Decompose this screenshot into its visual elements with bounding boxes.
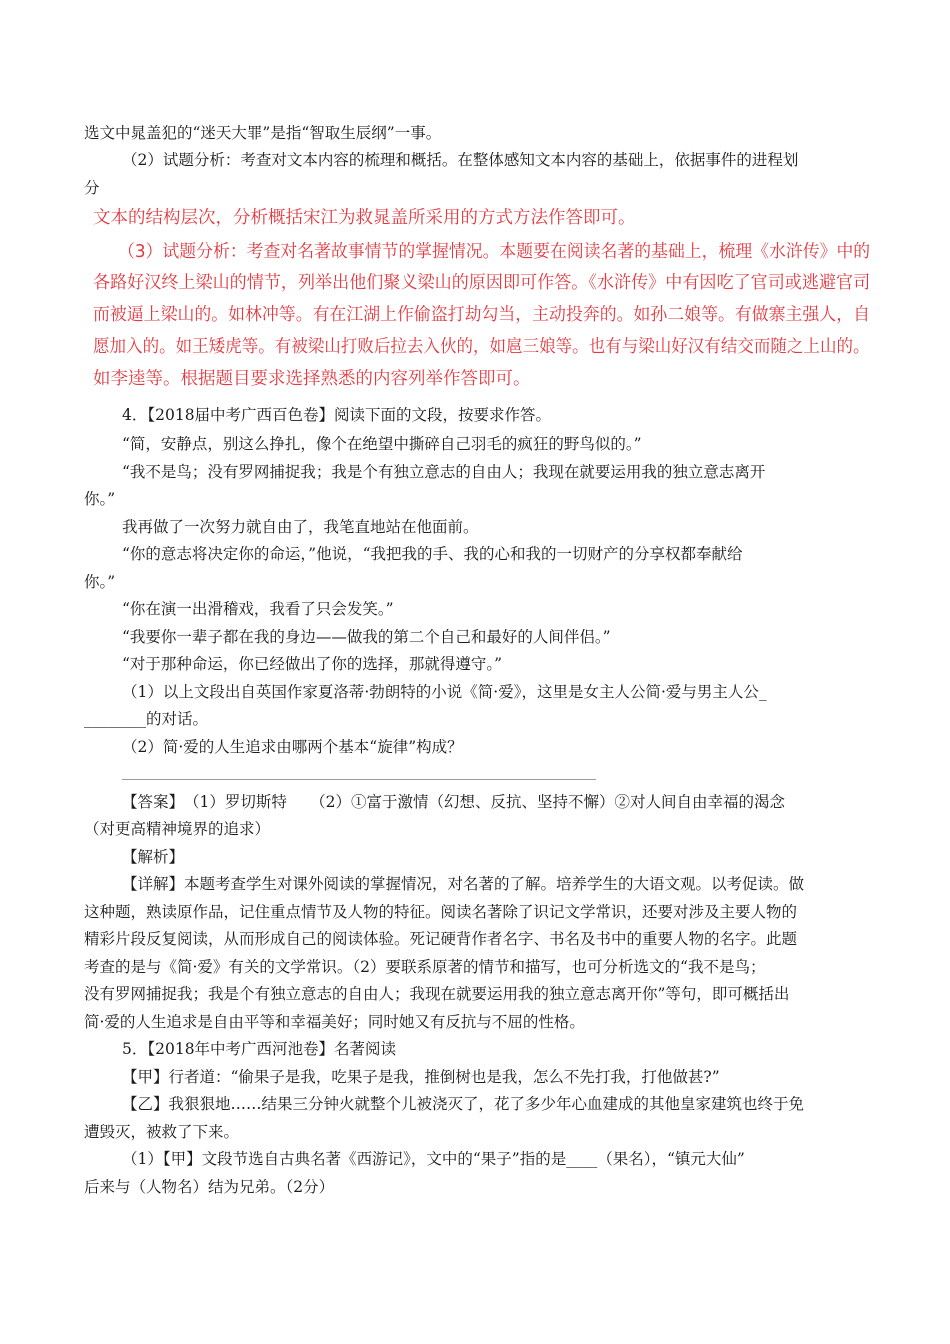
text-line: 我再做了一次努力就自由了，我笔直地站在他面前。: [122, 518, 479, 536]
text-line: 分: [84, 179, 100, 197]
question-heading: 5．【2018年中考广西河池卷】名著阅读: [122, 1040, 397, 1058]
question-heading: 4．【2018届中考广西百色卷】阅读下面的文段，按要求作答。: [122, 406, 552, 424]
text-line: “我不是鸟；没有罗网捕捉我；我是个有独立意志的自由人；我现在就要运用我的独立意志离开: [122, 463, 766, 481]
text-line: 这种题，熟读原作品，记住重点情节及人物的特征。阅读名著除了识记文学常识，还要对涉及主要人物的: [84, 903, 798, 921]
text-line: （1）以上文段出自英国作家夏洛蒂·勃朗特的小说《简·爱》，这里是女主人公简·爱与男主人公_: [122, 683, 767, 701]
red-text-line: 愿加入的。如王矮虎等。有被梁山打败后拉去入伙的，如扈三娘等。也有与梁山好汉有结交而随之上山的。: [93, 337, 870, 357]
text-line: （2）简·爱的人生追求由哪两个基本“旋律”构成？: [122, 738, 463, 756]
text-line: 遭毁灭，被救了下来。: [84, 1123, 240, 1141]
text-line: 考查的是与《简·爱》有关的文学常识。（2）要联系原著的情节和描写，也可分析选文的“我不是鸟；: [84, 958, 766, 976]
text-line: 你。”: [84, 490, 116, 508]
text-line: 【乙】我狠狠地……结果三分钟火就整个儿被浇灭了，花了多少年心血建成的其他皇家建筑也终于免: [122, 1095, 805, 1113]
text-line: 精彩片段反复阅读，从而形成自己的阅读体验。死记硬背作者名字、书名及书中的重要人物的名字。此题: [84, 930, 798, 948]
answer-line: 【答案】 （1）罗切斯特 （2）①富于激情（幻想、反抗、坚持不懈）②对人间自由幸福的渴念: [122, 793, 785, 811]
analysis-heading: 【解析】: [122, 848, 185, 866]
text-line: （2）试题分析：考查对文本内容的梳理和概括。在整体感知文本内容的基础上，依据事件的进程划: [122, 151, 799, 169]
red-text-line: 各路好汉终上梁山的情节，列举出他们聚义梁山的原因即可作答。《水浒传》中有因吃了官司或逃避官司: [93, 273, 871, 293]
text-line: “你在演一出滑稽戏，我看了只会发笑。”: [122, 600, 394, 618]
text-line: “我要你一辈子都在我的身边——做我的第二个自己和最好的人间伴侣。”: [122, 628, 611, 646]
text-line: 【详解】本题考查学生对课外阅读的掌握情况，对名著的了解。培养学生的大语文观。以考促读。做: [122, 875, 805, 893]
text-line: （1）【甲】文段节选自古典名著《西游记》，文中的“果子”指的是____（果名），“镇元大仙”: [122, 1150, 745, 1168]
red-text-line: 而被逼上梁山的。如林冲等。有在江湖上作偷盗打劫勾当，主动投奔的。如孙二娘等。有做寨主强人，自: [93, 305, 870, 325]
text-line: “简，安静点，别这么挣扎，像个在绝望中撕碎自己羽毛的疯狂的野鸟似的。”: [122, 435, 642, 453]
text-line: “对于那种命运，你已经做出了你的选择，那就得遵守。”: [122, 655, 503, 673]
text-line: （对更高精神境界的追求）: [84, 820, 271, 838]
separator-line: [122, 779, 596, 780]
text-line: 【甲】行者道：“偷果子是我，吃果子是我，推倒树也是我，怎么不先打我，打他做甚?”: [122, 1068, 720, 1086]
text-line: 后来与（人物名）结为兄弟。（2分）: [84, 1178, 335, 1196]
text-line: 简·爱的人生追求是自由平等和幸福美好；同时她又有反抗与不屈的性格。: [84, 1013, 585, 1031]
red-text-line: （3）试题分析：考查对名著故事情节的掌握情况。本题要在阅读名著的基础上，梳理《水浒传》中的: [118, 242, 871, 262]
text-line: ________的对话。: [84, 710, 209, 728]
text-line: 没有罗网捕捉我；我是个有独立意志的自由人；我现在就要运用我的独立意志离开你”等句，即可概括出: [84, 985, 790, 1003]
text-line: 你。”: [84, 573, 116, 591]
red-text-line: 如李逵等。根据题目要求选择熟悉的内容列举作答即可。: [93, 369, 531, 389]
text-line: “你的意志将决定你的命运，”他说，“我把我的手、我的心和我的一切财产的分享权都奉献给: [122, 545, 743, 563]
text-line: 选文中晁盖犯的“迷天大罪”是指“智取生辰纲”一事。: [84, 124, 442, 142]
red-text-line: 文本的结构层次，分析概括宋江为救晁盖所采用的方式方法作答即可。: [93, 208, 636, 228]
